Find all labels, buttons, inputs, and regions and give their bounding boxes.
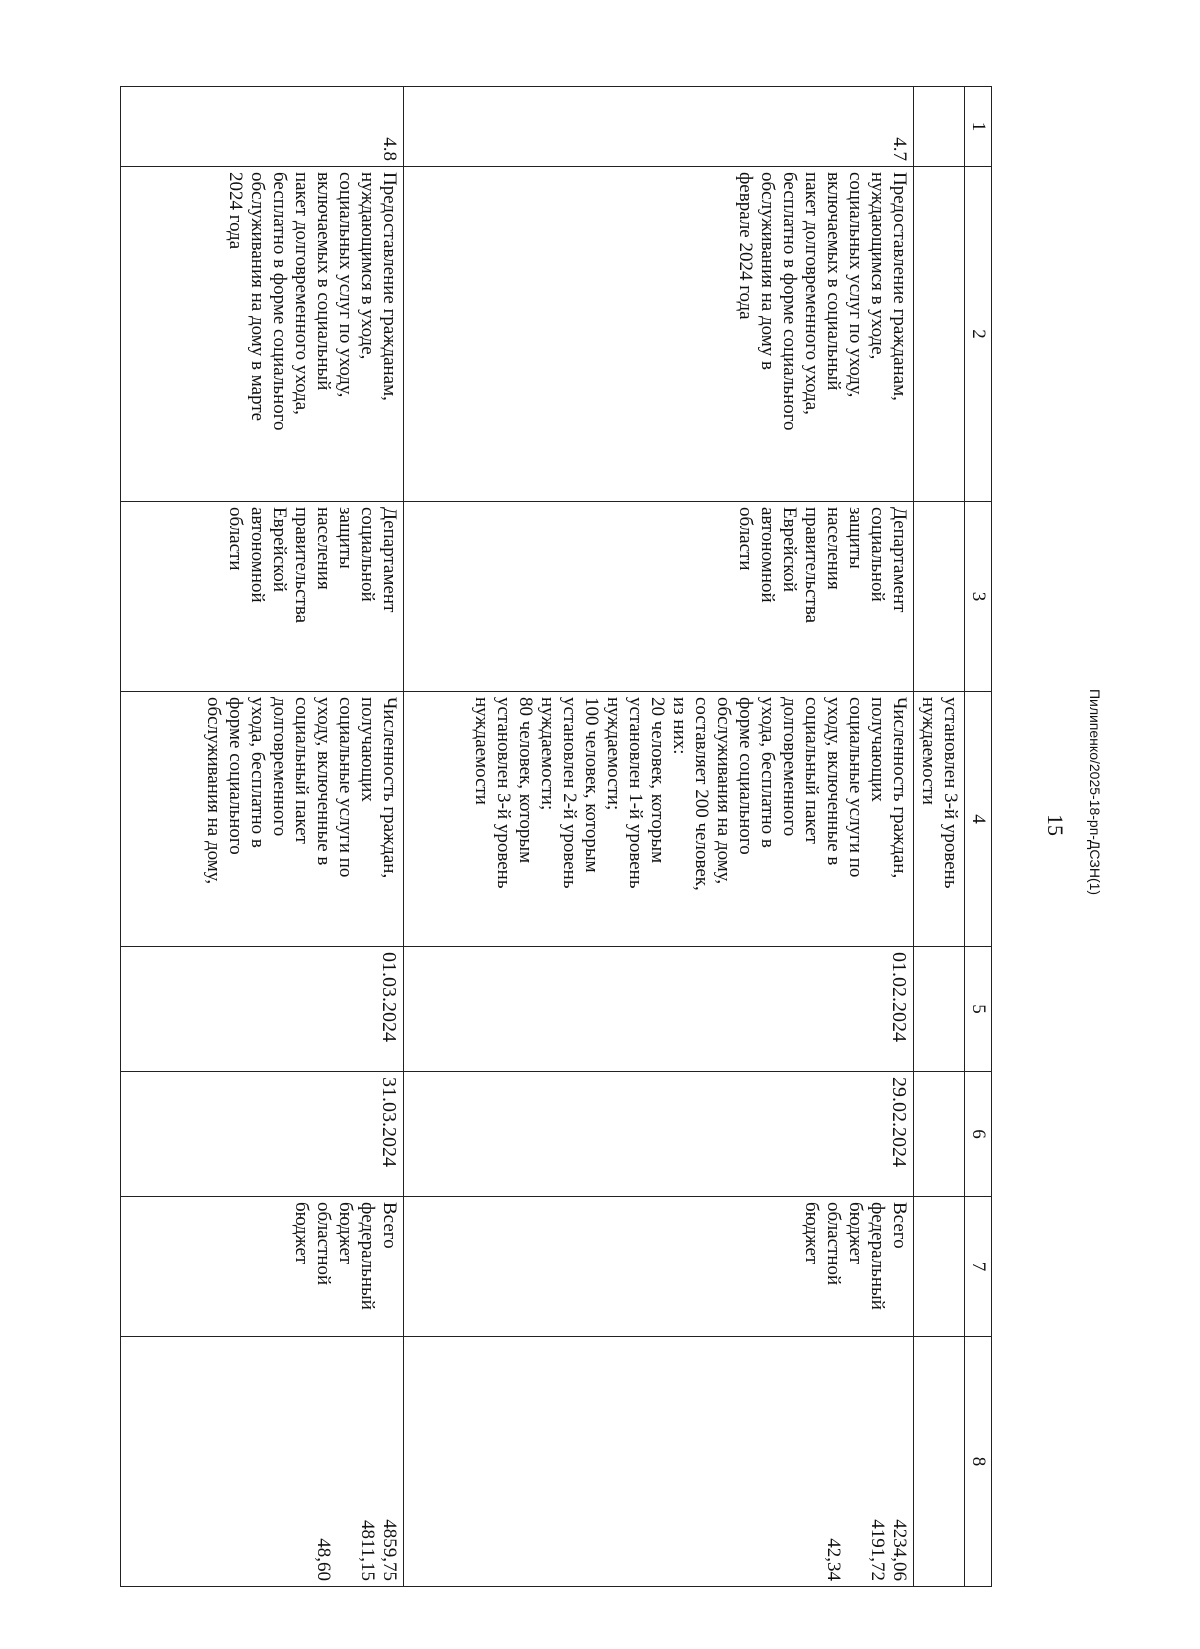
header-col-6: 6 [965,1072,992,1197]
executor-cell: Департамент социальной защиты населения правительства Еврейской автономной области [404,502,914,692]
continuation-indicator: установлен 3-й уровень нуждаемости [914,692,965,947]
end-date: 31.03.2024 [121,1072,404,1197]
header-col-1: 1 [965,87,992,167]
row-number: 4.7 [404,87,914,167]
start-date: 01.03.2024 [121,947,404,1072]
funding-source-cell: Всего федеральный бюджет областной бюджет [121,1197,404,1337]
page-number: 15 [1043,814,1068,836]
amount-cell: 4859,75 4811,15 48,60 [121,1337,404,1587]
header-col-5: 5 [965,947,992,1072]
end-date: 29.02.2024 [404,1072,914,1197]
start-date: 01.02.2024 [404,947,914,1072]
executor-cell: Департамент социальной защиты населения правительства Еврейской автономной области [121,502,404,692]
indicator-cell: Численность граждан, получающих социальные услуги по уходу, включенные в социальный пакет долговременного ухода, бесплатно в форме социального обслуживания на дому, составляет 200 человек, из них: 20 человек, которым установлен 1-й уровень нуждаемости; 100 человек, которым установлен 2-й уровень нуждаемости; 80 человек, которым установлен 3-й уровень нуждаемости [404,692,914,947]
footer-document-code: Пилипенко/2025-18-рп-ДСЗН(1) [1087,688,1103,896]
event-cell: Предоставление гражданам, нуждающимся в уходе, социальных услуг по уходу, включаемых в социальный пакет долговременного ухода, бесплатно в форме социального обслуживания на дому в марте 2024 года [121,167,404,502]
activity-table [120,86,992,1587]
header-col-2: 2 [965,167,992,502]
table-row-4-8 [121,87,404,1587]
indicator-cell: Численность граждан, получающих социальные услуги по уходу, включенные в социальный пакет долговременного ухода, бесплатно в форме социального обслуживания на дому, [121,692,404,947]
amount-cell: 4234,06 4191,72 42,34 [404,1337,914,1587]
continuation-row [914,87,965,1587]
funding-source-cell: Всего федеральный бюджет областной бюджет [404,1197,914,1337]
header-row [965,87,992,1587]
header-col-3: 3 [965,502,992,692]
header-col-8: 8 [965,1337,992,1587]
header-col-7: 7 [965,1197,992,1337]
header-col-4: 4 [965,692,992,947]
event-cell: Предоставление гражданам, нуждающимся в уходе, социальных услуг по уходу, включаемых в социальный пакет долговременного ухода, бесплатно в форме социального обслуживания на дому в феврале 2024 года [404,167,914,502]
table-row-4-7 [404,87,914,1587]
row-number: 4.8 [121,87,404,167]
table-rotated-container [120,86,992,1586]
